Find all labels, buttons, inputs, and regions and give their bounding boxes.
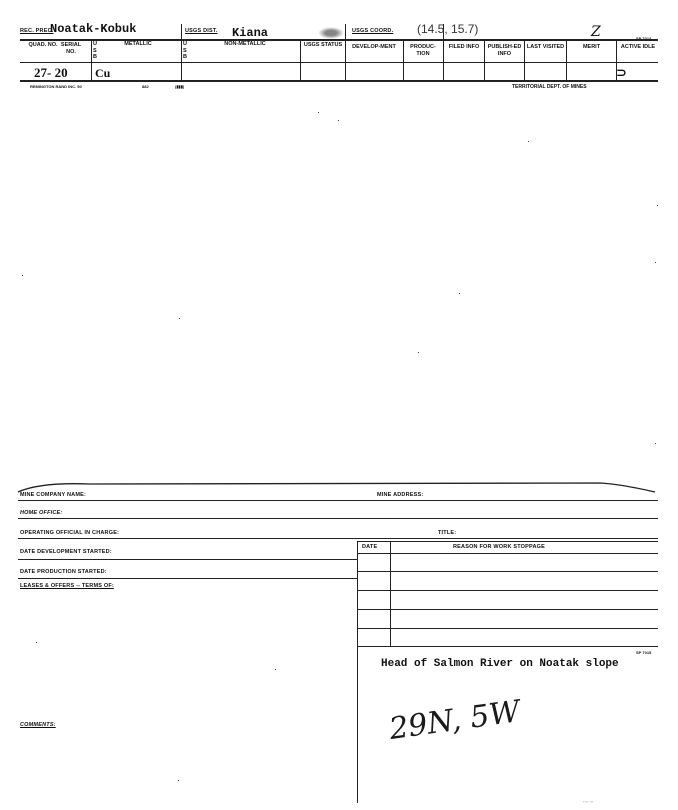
col-metallic: METALLIC (124, 41, 152, 47)
row-line (18, 559, 357, 560)
grid-col-divider (300, 40, 301, 80)
grid-col-divider (403, 40, 404, 80)
bottom-smudge: ···· ··· (583, 799, 594, 804)
usgs-dist-label: USGS DIST. (185, 28, 218, 34)
col-usb-right: U S B (183, 41, 187, 60)
form-code: SP 7014 (636, 36, 652, 41)
scan-speck (655, 262, 656, 263)
stoppage-table-bottom (357, 646, 658, 647)
grid-col-divider (443, 24, 444, 80)
scan-speck (178, 780, 179, 781)
scan-speck (528, 141, 529, 142)
scan-speck (657, 205, 658, 206)
date-development-label: DATE DEVELOPMENT STARTED: (20, 549, 112, 555)
leases-offers-label: LEASES & OFFERS -- TERMS OF: (20, 583, 114, 589)
mine-company-name-label: MINE COMPANY NAME: (20, 492, 87, 498)
form-code-2: SP 7015 (636, 650, 652, 655)
stoppage-date-divider (390, 541, 391, 646)
operating-official-label: OPERATING OFFICIAL IN CHARGE: (20, 530, 120, 536)
usgs-dist-value: Kiana (232, 26, 269, 40)
scan-speck (338, 120, 339, 121)
col-usb-left: U S B (93, 41, 97, 60)
rec-prec-value: Noatak-Kobuk (50, 22, 137, 36)
record-quad-serial: 27- 20 (34, 65, 68, 80)
mine-address-label: MINE ADDRESS: (377, 492, 424, 498)
scan-speck (459, 293, 460, 294)
row-line (18, 578, 357, 579)
form-divider-vertical (357, 541, 358, 803)
rec-prec-label: REC. PREC. (20, 28, 54, 34)
printer-code: 882 (142, 84, 149, 89)
grid-col-divider (484, 40, 485, 80)
row-line (18, 538, 658, 539)
scan-speck (318, 112, 319, 113)
ink-smudge (318, 27, 344, 39)
date-col-header: DATE (362, 544, 378, 550)
row-line (18, 500, 658, 501)
col-production: PRODUC-TION (410, 44, 436, 57)
scan-speck (655, 443, 656, 444)
grid-line-mid (20, 62, 658, 63)
stoppage-table-line (357, 571, 658, 572)
active-idle-mark: ⊃ (616, 66, 627, 81)
home-office-label: HOME OFFICE: (20, 510, 63, 516)
comments-label: COMMENTS: (20, 722, 56, 728)
usgs-coord-value: (14.5, 15.7) (417, 22, 479, 36)
col-merit: MERIT (582, 44, 601, 50)
scan-speck (179, 318, 180, 319)
printer-code-2: (▮▮▮) (175, 84, 185, 89)
grid-col-divider (91, 39, 92, 80)
department-name: TERRITORIAL DEPT. OF MINES (512, 84, 587, 90)
stoppage-table-line (357, 590, 658, 591)
stoppage-table-line (357, 628, 658, 629)
card-edge-curve (0, 476, 678, 496)
col-published-info: PUBLISH-ED INFO (487, 44, 522, 57)
record-metallic: Cu (95, 66, 111, 80)
usgs-coord-label: USGS COORD. (352, 28, 394, 34)
stoppage-table-line (357, 553, 658, 554)
scan-speck (418, 352, 419, 353)
scan-speck (275, 669, 276, 670)
scan-speck (22, 275, 23, 276)
printer-mark: REMINGTON RAND INC. 50 (30, 84, 82, 89)
col-non-metallic: NON-METALLIC (224, 41, 266, 47)
grid-col-divider (566, 40, 567, 80)
col-development: DEVELOP-MENT (352, 44, 396, 50)
grid-col-divider (181, 24, 182, 80)
scan-speck (36, 642, 37, 643)
col-quad-no: QUAD. NO. (28, 42, 58, 48)
row-line (18, 518, 658, 519)
reason-col-header: REASON FOR WORK STOPPAGE (453, 544, 545, 550)
grid-line-bottom (20, 80, 658, 82)
col-active-idle: ACTIVE IDLE (620, 44, 656, 50)
grid-col-divider (345, 24, 346, 80)
col-serial-no: SERIAL NO. (60, 42, 82, 55)
corner-mark: Z (591, 24, 601, 40)
col-usgs-status: USGS STATUS (303, 42, 343, 48)
stoppage-table-top (357, 541, 658, 542)
stoppage-table-line (357, 609, 658, 610)
date-production-label: DATE PRODUCTION STARTED: (20, 569, 107, 575)
col-last-visited: LAST VISITED (526, 44, 565, 50)
handwritten-note: 29N, 5W (387, 694, 523, 747)
location-note: Head of Salmon River on Noatak slope (381, 658, 619, 670)
title-label: TITLE: (438, 530, 457, 536)
grid-col-divider (524, 40, 525, 80)
col-filed-info: FILED INFO (448, 44, 480, 50)
